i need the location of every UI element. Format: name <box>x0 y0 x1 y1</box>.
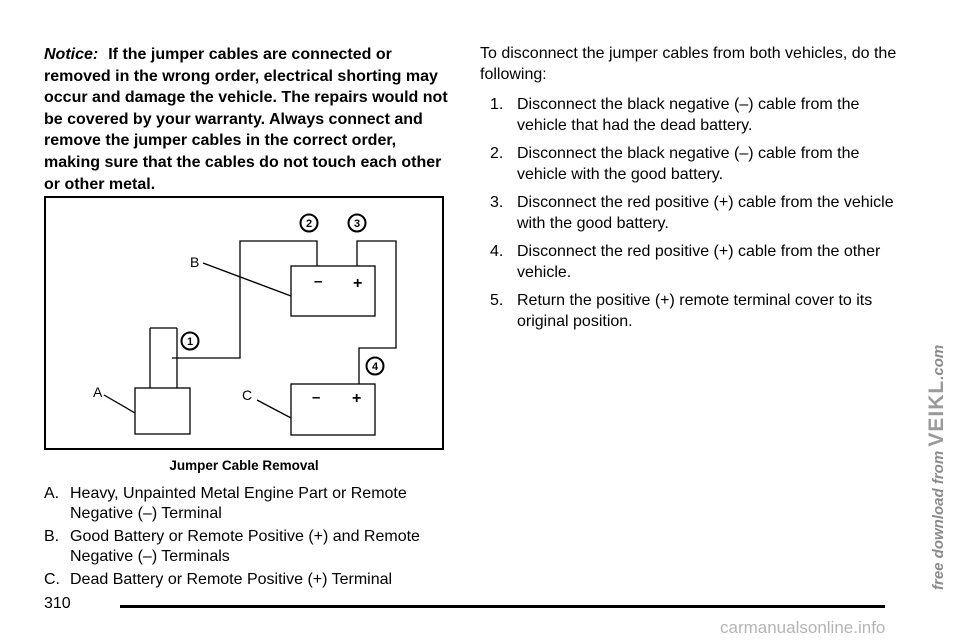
svg-text:1: 1 <box>186 336 194 348</box>
legend-mark: B. <box>44 528 60 545</box>
step-item <box>490 242 900 283</box>
legend-item <box>44 527 454 566</box>
step-number: 1. <box>490 96 504 113</box>
step-text: Return the positive (+) remote terminal cover to its original position. <box>517 292 873 330</box>
leader-c <box>257 400 291 418</box>
watermark-prefix: free download from <box>930 450 947 590</box>
label-c: C <box>242 387 253 403</box>
engine-part-block <box>135 388 190 434</box>
legend-item <box>44 570 454 590</box>
page-number: 310 <box>44 595 71 612</box>
step-number: 4. <box>490 243 504 260</box>
step-text: Disconnect the black negative (–) cable from the vehicle with the good battery. <box>517 145 860 183</box>
leader-a <box>104 395 135 413</box>
notice-label: Notice: <box>44 46 99 63</box>
footer-site-watermark: carmanualsonline.info <box>720 618 886 637</box>
step-number: 2. <box>490 145 504 162</box>
callout-1 <box>182 333 199 350</box>
step-item <box>490 291 900 332</box>
step-text: Disconnect the red positive (+) cable from the vehicle with the good battery. <box>517 194 894 232</box>
good-battery-plus: + <box>353 275 363 292</box>
step-item <box>490 95 900 136</box>
label-a: A <box>93 384 103 400</box>
step-text: Disconnect the black negative (–) cable from the vehicle that had the dead battery. <box>517 96 860 134</box>
legend-text: Good Battery or Remote Positive (+) and Remote Negative (–) Terminals <box>70 528 420 565</box>
legend-item <box>44 484 454 523</box>
footer-rule <box>120 605 885 608</box>
instructions-intro: To disconnect the jumper cables from both vehicles, do the following: <box>480 45 897 83</box>
notice-paragraph <box>44 44 452 195</box>
callout-4 <box>367 358 384 375</box>
legend-mark: C. <box>44 571 60 588</box>
step-item <box>490 193 900 234</box>
jumper-cable-diagram <box>44 196 444 450</box>
leader-b <box>203 263 291 296</box>
svg-text:3: 3 <box>353 218 361 230</box>
svg-text:2: 2 <box>305 218 313 230</box>
good-battery-minus: – <box>314 273 323 290</box>
dead-battery <box>291 384 375 435</box>
legend-text: Dead Battery or Remote Positive (+) Terminal <box>70 571 393 588</box>
legend-mark: A. <box>44 485 60 502</box>
figure-legend <box>44 484 454 594</box>
watermark-suffix: .com <box>930 344 947 380</box>
callout-3 <box>349 215 366 232</box>
diagram-drawing <box>46 198 442 448</box>
step-number: 5. <box>490 292 504 309</box>
watermark-brand: VEIKL <box>925 379 948 447</box>
instructions-steps <box>490 95 900 340</box>
good-battery <box>291 266 375 316</box>
download-watermark <box>925 345 949 590</box>
dead-battery-minus: – <box>312 389 321 406</box>
callout-2 <box>301 215 318 232</box>
step-text: Disconnect the red positive (+) cable from the other vehicle. <box>517 243 881 281</box>
figure-caption: Jumper Cable Removal <box>169 458 319 473</box>
notice-text: If the jumper cables are connected or removed in the wrong order, electrical shorting may occur and damage the vehicle. The repairs would not be covered by your warranty. Always connect and remove the jumper cables in the correct order, making sure that the cables do not touch each other or other metal. <box>44 46 448 193</box>
dead-battery-plus: + <box>352 390 362 407</box>
step-number: 3. <box>490 194 504 211</box>
legend-text: Heavy, Unpainted Metal Engine Part or Remote Negative (–) Terminal <box>70 485 407 522</box>
label-b: B <box>190 254 200 270</box>
step-item <box>490 144 900 185</box>
svg-text:4: 4 <box>371 361 379 373</box>
